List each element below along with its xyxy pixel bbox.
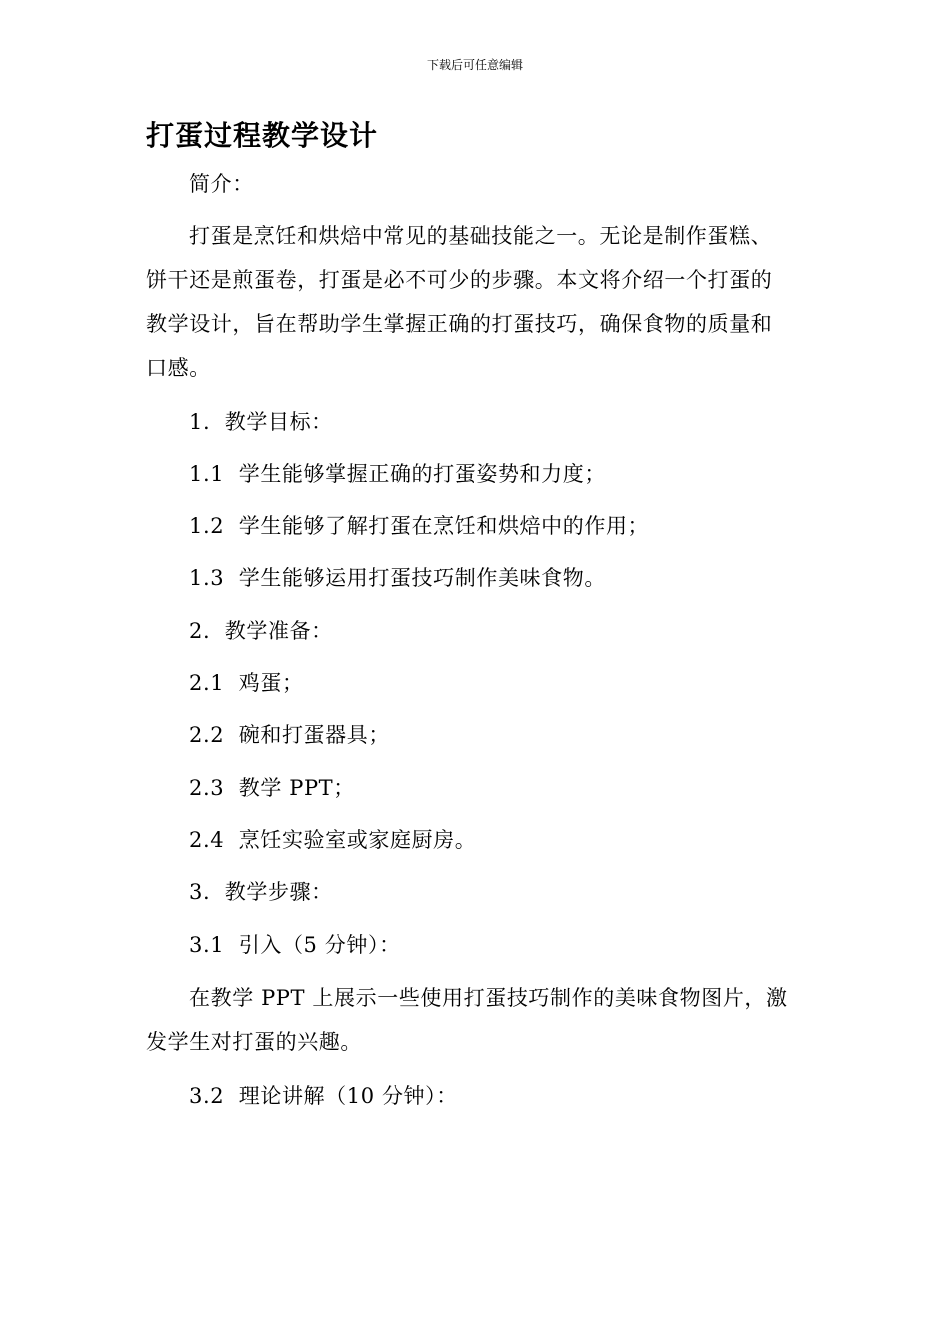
document-title: 打蛋过程教学设计 [146, 119, 379, 152]
objective-item: 1.2 学生能够了解打蛋在烹饪和烘焙中的作用； [189, 514, 650, 538]
step-line: 在教学 PPT 上展示一些使用打蛋技巧制作的美味食物图片，激 [189, 986, 788, 1010]
preparation-item: 2.1 鸡蛋； [189, 671, 304, 695]
objective-item: 1.1 学生能够掌握正确的打蛋姿势和力度； [189, 462, 606, 486]
header-note: 下载后可任意编辑 [426, 58, 523, 72]
step-heading: 3.2 理论讲解（10 分钟）： [189, 1084, 458, 1108]
intro-line: 教学设计，旨在帮助学生掌握正确的打蛋技巧，确保食物的质量和 [146, 312, 773, 336]
objective-item: 1.3 学生能够运用打蛋技巧制作美味食物。 [189, 566, 606, 590]
step-heading: 3.1 引入（5 分钟）： [189, 933, 401, 957]
section-heading-objectives: 1. 教学目标： [189, 410, 333, 434]
section-heading-steps: 3. 教学步骤： [189, 880, 333, 904]
preparation-item: 2.3 教学 PPT； [189, 776, 355, 800]
section-heading-preparation: 2. 教学准备： [189, 619, 333, 643]
intro-line: 饼干还是煎蛋卷，打蛋是必不可少的步骤。本文将介绍一个打蛋的 [146, 268, 773, 292]
intro-line: 打蛋是烹饪和烘焙中常见的基础技能之一。无论是制作蛋糕、 [189, 224, 773, 248]
preparation-item: 2.4 烹饪实验室或家庭厨房。 [189, 828, 477, 852]
step-line: 发学生对打蛋的兴趣。 [146, 1030, 362, 1054]
intro-label: 简介： [189, 172, 254, 196]
preparation-item: 2.2 碗和打蛋器具； [189, 723, 390, 747]
intro-line: 口感。 [146, 356, 211, 380]
